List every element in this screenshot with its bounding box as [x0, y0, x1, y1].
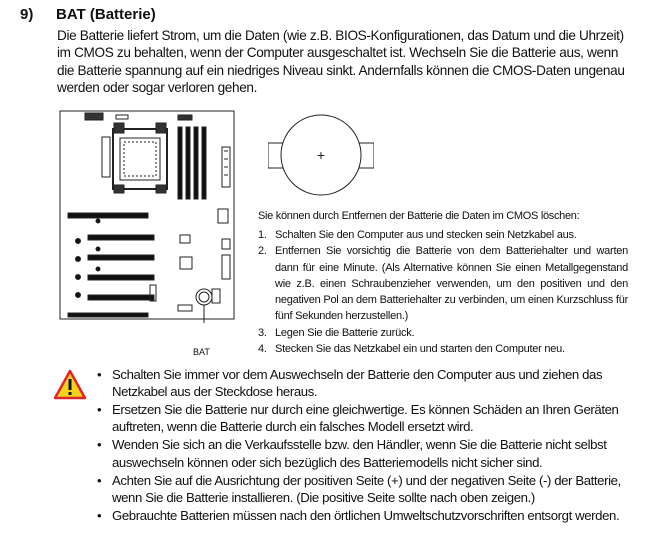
step-text: Stecken Sie das Netzkabel ein und starten den Computer neu.	[275, 343, 565, 356]
step-text: Legen Sie die Batterie zurück.	[275, 326, 415, 339]
bat-callout-label: BAT	[193, 347, 210, 357]
section-number: 9)	[20, 6, 34, 23]
step-item	[258, 325, 628, 341]
steps-list	[258, 227, 628, 357]
section-title: BAT (Batterie)	[56, 6, 156, 23]
section-heading	[20, 6, 156, 23]
step-number: 3.	[258, 326, 267, 339]
warning-list	[97, 366, 627, 525]
step-item	[258, 227, 628, 243]
step-item	[258, 341, 628, 357]
battery-holder-diagram	[268, 110, 374, 202]
warning-icon	[53, 369, 87, 400]
step-number: 1.	[258, 229, 267, 241]
warning-item: • Gebrauchte Batterien müssen nach den örtlichen Umweltschutzvorschriften entsorgt werden.	[97, 507, 627, 524]
step-text: Entfernen Sie vorsichtig die Batterie von dem Batteriehalter und warten dann für eine Minute. (Als Alternative können Sie einen Metallgegenstand wie z.B. einen Schraubenzieher verwenden, um den positiven und den negativen Pol an dem Batteriehalter zu verbinden, um einen Kurzschluss für fünf Sekunden herzustellen.)	[275, 245, 628, 323]
steps-intro: Sie können durch Entfernen der Batterie die Daten im CMOS löschen:	[258, 210, 580, 222]
warning-item: • Wenden Sie sich an die Verkaufsstelle bzw. den Händler, wenn Sie die Batterie nicht selbst auswechseln können oder sich bezüglich des Batteriemodells nicht sicher sind.	[97, 436, 627, 471]
warning-item: • Schalten Sie immer vor dem Auswechseln der Batterie den Computer aus und ziehen das Netzkabel aus der Steckdose heraus.	[97, 366, 627, 401]
step-number: 2.	[258, 245, 267, 258]
warning-item: • Achten Sie auf die Ausrichtung der positiven Seite (+) und der negativen Seite (-) der Batterie, wenn Sie die Batterie installieren. (Die positive Seite sollte nach oben zeigen.)	[97, 472, 627, 507]
intro-paragraph: Die Batterie liefert Strom, um die Daten (wie z.B. BIOS-Konfigurationen, das Datum und die Uhrzeit) im CMOS zu behalten, wenn der Computer ausgeschaltet ist. Wechseln Sie die Batterie aus, wenn die Batterie spannung auf ein niedriges Niveau sinkt. Andernfalls können die CMOS-Daten ungenau werden oder sogar verloren gehen.	[57, 28, 625, 95]
warning-item: • Ersetzen Sie die Batterie nur durch eine gleichwertige. Es können Schäden an Ihren Geräten auftreten, wenn die Batterie durch ein falsches Modell ersetzt wird.	[97, 401, 627, 436]
motherboard-diagram	[58, 109, 236, 323]
step-number: 4.	[258, 343, 267, 356]
battery-plus-sign: +	[316, 147, 326, 163]
step-text: Schalten Sie den Computer aus und stecken sein Netzkabel aus.	[275, 229, 577, 241]
step-item	[258, 243, 628, 324]
